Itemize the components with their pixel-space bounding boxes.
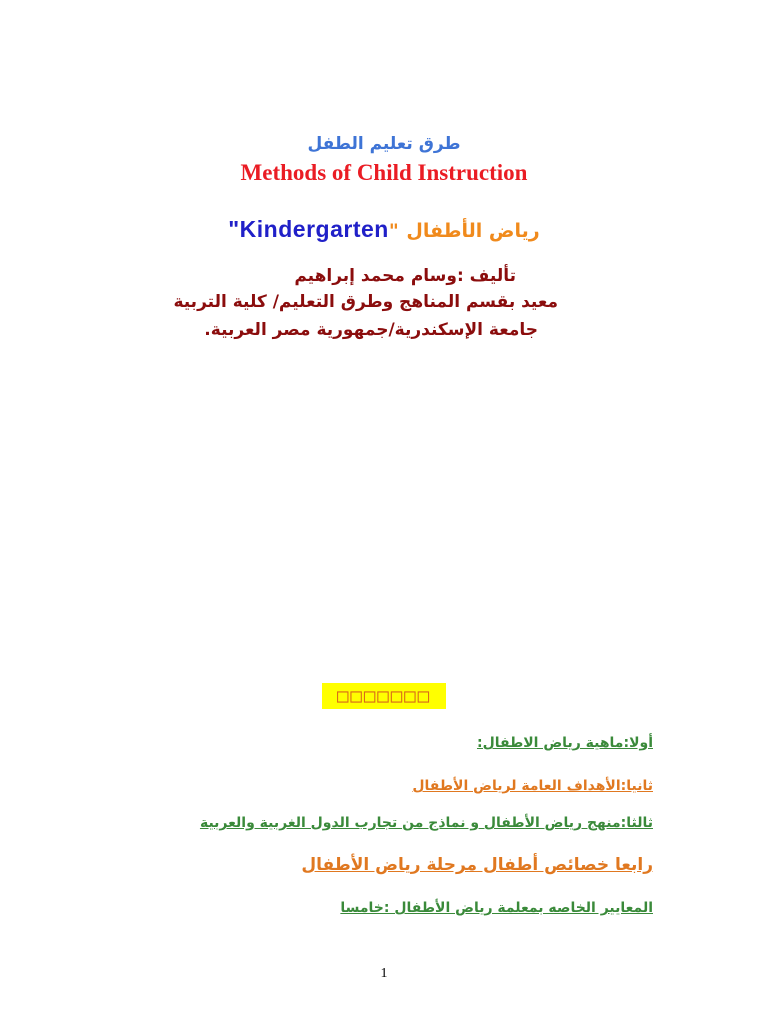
author-name: تأليف :وسام محمد إبراهيم — [294, 266, 516, 286]
toc-item-4[interactable]: رابعا خصائص أطفال مرحلة رياض الأطفال — [301, 855, 653, 875]
toc-item-3[interactable]: ثالثا:منهج رياض الأطفال و نماذج من تجارب الدول الغربية والعربية — [199, 815, 653, 831]
toc-item-5[interactable]: المعايير الخاصه بمعلمة رياض الأطفال :خامسا — [340, 900, 653, 916]
author-position: معيد بقسم المناهج وطرق التعليم/ كلية التربية — [173, 292, 558, 312]
toc-item-2[interactable]: ثانيا:الأهداف العامة لرياض الأطفال — [412, 778, 653, 794]
toc-item-1[interactable]: أولا:ماهية رياض الاطفال: — [476, 735, 653, 751]
page-number: 1 — [380, 966, 388, 981]
arabic-title: طرق تعليم الطفل — [307, 134, 461, 154]
contents-heading-text: □□□□□□□ — [336, 685, 432, 707]
kindergarten-english: "Kindergarten — [228, 216, 389, 242]
kindergarten-arabic: " رياض الأطفال — [388, 220, 540, 242]
english-title: Methods of Child Instruction — [240, 160, 528, 185]
kindergarten-line — [0, 216, 768, 243]
author-university: جامعة الإسكندرية/جمهورية مصر العربية. — [204, 320, 538, 340]
contents-heading — [322, 683, 446, 709]
